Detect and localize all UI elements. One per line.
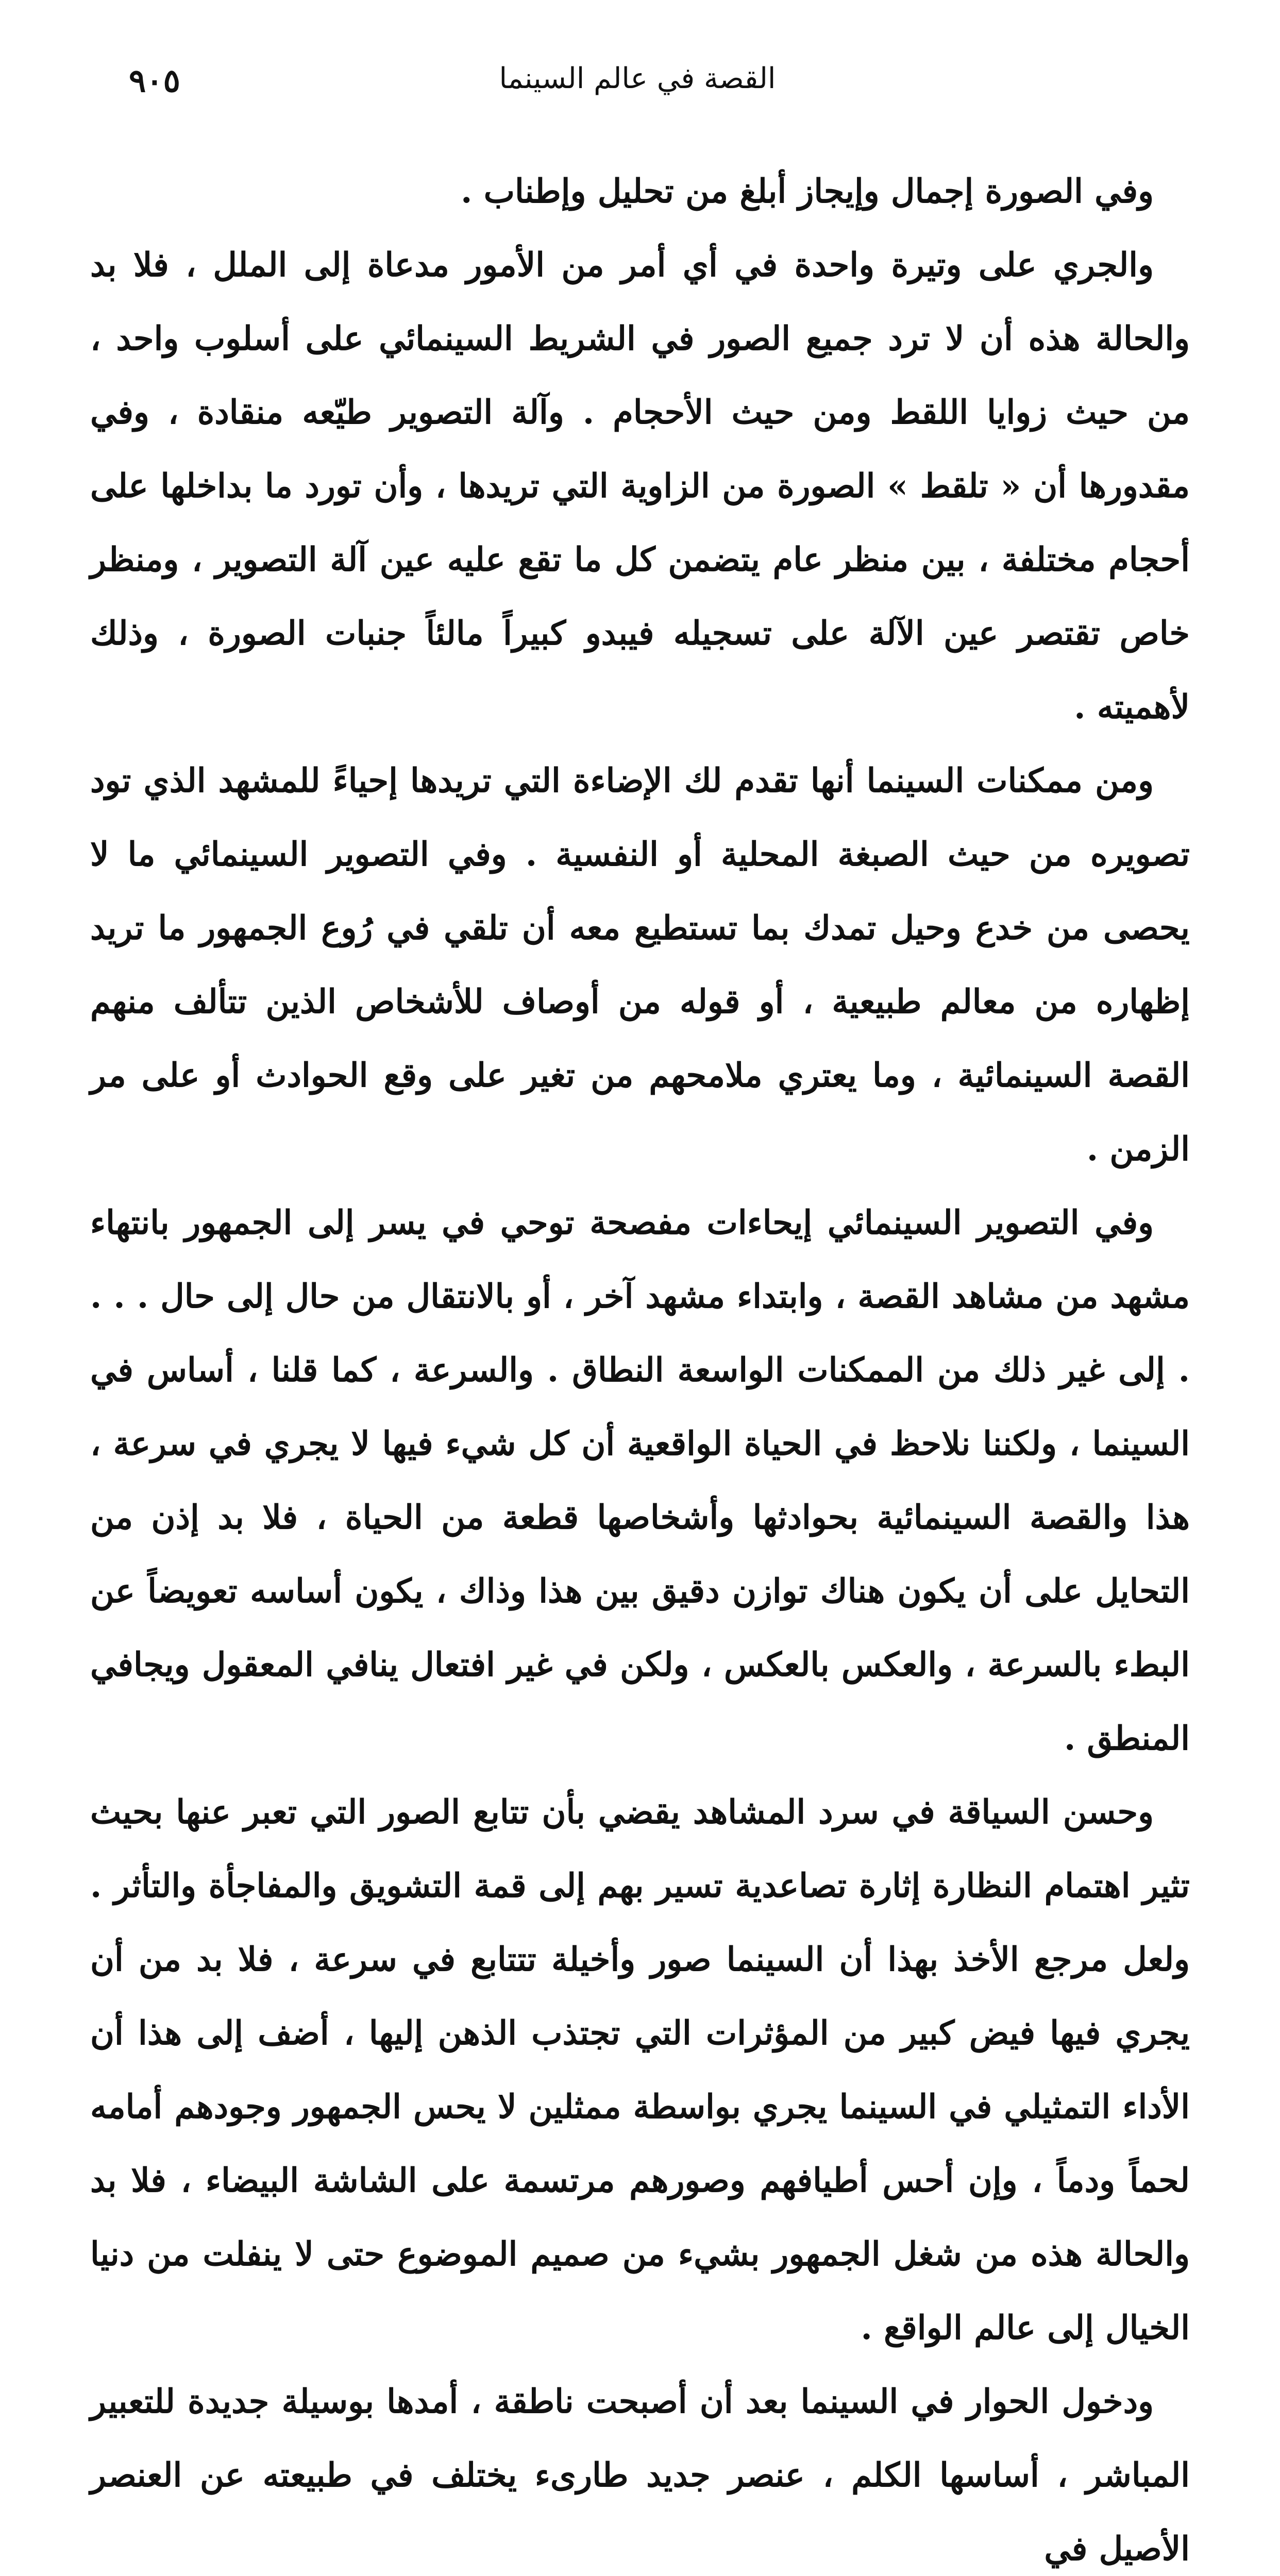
paragraph-2: والجري على وتيرة واحدة في أي أمر من الأمور مدعاة إلى الملل ، فلا بد والحالة هذه أن لا ترد جميع الصور في الشريط السينمائي على أسلوب واحد ، من حيث زوايا اللقط ومن حيث الأحجام . وآلة التصوير طيّعه منقادة ، وفي مقدورها أن « تلقط » الصورة من الزاوية التي تريدها ، وأن تورد ما بداخلها على أحجام مختلفة ، بين منظر عام يتضمن كل ما تقع عليه عين آلة التصوير ، ومنظر خاص تقتصر عين الآلة على تسجيله فيبدو كبيراً مالئاً جنبات الصورة ، وذلك لأهميته . xyxy=(90,246,1190,726)
paragraph-5: وحسن السياقة في سرد المشاهد يقضي بأن تتابع الصور التي تعبر عنها بحيث تثير اهتمام النظارة إثارة تصاعدية تسير بهم إلى قمة التشويق والمفاجأة والتأثر . ولعل مرجع الأخذ بهذا أن السينما صور وأخيلة تتتابع في سرعة ، فلا بد من أن يجري فيها فيض كبير من المؤثرات التي تجتذب الذهن إليها ، أضف إلى هذا أن الأداء التمثيلي في السينما يجري بواسطة ممثلين لا يحس الجمهور وجودهم أمامه لحماً ودماً ، وإن أحس أطيافهم وصورهم مرتسمة على الشاشة البيضاء ، فلا بد والحالة هذه من شغل الجمهور بشيء من صميم الموضوع حتى لا ينفلت من دنيا الخيال إلى عالم الواقع . xyxy=(90,1793,1190,2347)
page-number: ٩٠٥ xyxy=(129,62,180,99)
paragraph-4: وفي التصوير السينمائي إيحاءات مفصحة توحي في يسر إلى الجمهور بانتهاء مشهد من مشاهد القصة ، وابتداء مشهد آخر ، أو بالانتقال من حال إلى حال . . . . إلى غير ذلك من الممكنات الواسعة النطاق . والسرعة ، كما قلنا ، أساس في السينما ، ولكننا نلاحظ في الحياة الواقعية أن كل شيء فيها لا يجري في سرعة ، هذا والقصة السينمائية بحوادثها وأشخاصها قطعة من الحياة ، فلا بد إذن من التحايل على أن يكون هناك توازن دقيق بين هذا وذاك ، يكون أساسه تعويضاً عن البطء بالسرعة ، والعكس بالعكس ، ولكن في غير افتعال ينافي المعقول ويجافي المنطق . xyxy=(90,1204,1190,1758)
running-head: القصة في عالم السينما xyxy=(499,62,776,95)
paragraph-6: ودخول الحوار في السينما بعد أن أصبحت ناطقة ، أمدها بوسيلة جديدة للتعبير المباشر ، أساسها الكلم ، عنصر جديد طارىء يختلف في طبيعته عن العنصر الأصيل في xyxy=(90,2382,1190,2568)
paragraph-3: ومن ممكنات السينما أنها تقدم لك الإضاءة التي تريدها إحياءً للمشهد الذي تود تصويره من حيث الصبغة المحلية أو النفسية . وفي التصوير السينمائي ما لا يحصى من خدع وحيل تمدك بما تستطيع معه أن تلقي في رُوع الجمهور ما تريد إظهاره من معالم طبيعية ، أو قوله من أوصاف للأشخاص الذين تتألف منهم القصة السينمائية ، وما يعتري ملامحهم من تغير على وقع الحوادث أو على مر الزمن . xyxy=(90,761,1190,1168)
paragraph-1: وفي الصورة إجمال وإيجاز أبلغ من تحليل وإطناب . xyxy=(461,172,1154,211)
body-text xyxy=(90,155,1190,2576)
page-header xyxy=(88,62,1187,113)
